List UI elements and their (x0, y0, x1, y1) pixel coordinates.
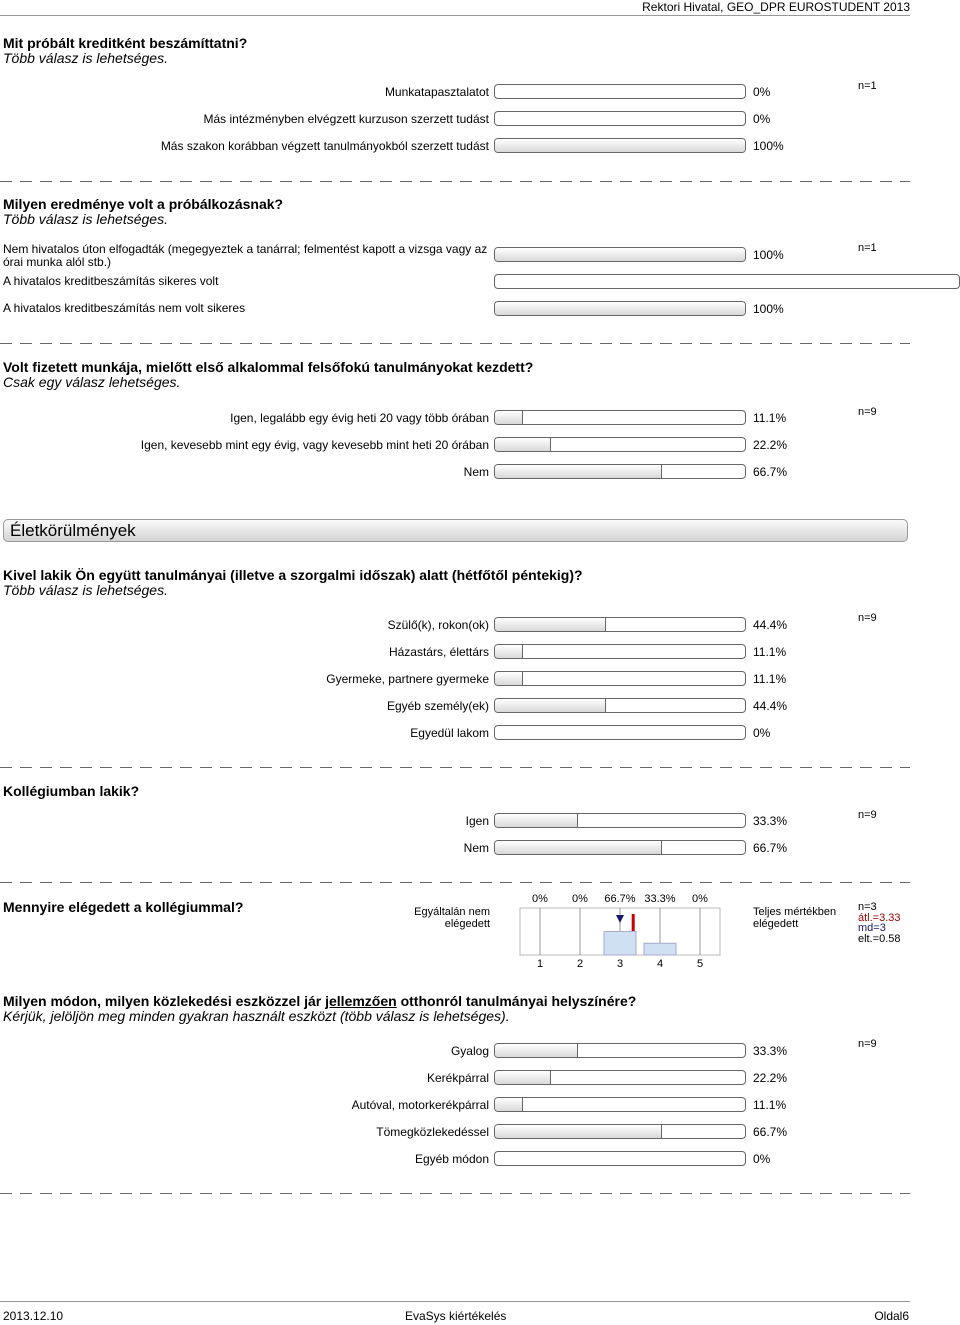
q7-hint: Kérjük, jelöljön meg minden gyakran használt eszközt (több válasz is lehetséges). (3, 1008, 510, 1024)
q7-row-pct: 33.3% (753, 1044, 788, 1058)
q1-row-bar (494, 111, 746, 126)
q4-row-label: Házastárs, élettárs (388, 645, 489, 659)
q7-row-bar (494, 1070, 746, 1085)
footer-app: EvaSys kiértékelés (405, 1309, 507, 1323)
q7-row-bar (494, 1043, 746, 1058)
q3-row-label: Igen, kevesebb mint egy évig, vagy kevesebb mint heti 20 órában (140, 438, 489, 452)
q1-row-label: Más szakon korábban végzett tanulmányokból szerzett tudást (160, 139, 489, 153)
divider (0, 1193, 910, 1194)
q6-scale-label: 1 (536, 958, 544, 970)
q2-row-bar (494, 274, 960, 289)
q7-n: n=9 (858, 1038, 877, 1050)
divider (0, 767, 910, 768)
header-divider (0, 15, 910, 16)
q6-pct-label: 0% (572, 893, 588, 905)
q6-bar (644, 943, 676, 955)
q5-row-pct: 66.7% (753, 841, 788, 855)
q4-row-bar (494, 671, 746, 686)
q6-bar (604, 931, 636, 955)
q7-row-pct: 66.7% (753, 1125, 788, 1139)
q4-row-bar (494, 725, 746, 740)
divider (0, 181, 910, 182)
q1-row-pct: 0% (753, 85, 771, 99)
q7-row-pct: 0% (753, 1152, 771, 1166)
q3-title: Volt fizetett munkája, mielőtt első alkalommal felsőfokú tanulmányokat kezdett? (3, 359, 534, 375)
q1-row-pct: 0% (753, 112, 771, 126)
q6-stat-n: n=3 (858, 901, 877, 913)
q7-row-label: Gyalog (450, 1044, 489, 1058)
q7-title-underlined: jellemzően (325, 993, 397, 1009)
q1-row-label: Más intézményben elvégzett kurzuson szerzett tudást (203, 112, 489, 126)
q5-row-bar (494, 840, 746, 855)
q6-left-label: Egyáltalán nem elégedett (414, 906, 490, 930)
q2-row-label: A hivatalos kreditbeszámítás nem volt sikeres (3, 301, 246, 315)
q7-row-label: Autóval, motorkerékpárral (351, 1098, 489, 1112)
q7-row-label: Tömegközlekedéssel (376, 1125, 489, 1139)
q3-n: n=9 (858, 406, 877, 418)
q5-row-label: Nem (463, 841, 489, 855)
q6-pct-label: 66.7% (604, 893, 636, 905)
q2-row-bar (494, 301, 746, 316)
q7-row-pct: 11.1% (753, 1098, 787, 1112)
q7-row-pct: 22.2% (753, 1071, 788, 1085)
q5-n: n=9 (858, 809, 877, 821)
q6-title: Mennyire elégedett a kollégiummal? (3, 899, 244, 915)
q6-scale-label: 5 (696, 958, 704, 970)
q7-row-bar (494, 1151, 746, 1166)
q6-pct-label: 0% (692, 893, 708, 905)
footer-divider (0, 1301, 910, 1302)
q7-row-label: Egyéb módon (414, 1152, 489, 1166)
q1-n: n=1 (858, 80, 877, 92)
q4-row-label: Gyermeke, partnere gyermeke (326, 672, 489, 686)
divider (0, 343, 910, 344)
q4-row-bar (494, 644, 746, 659)
q7-row-bar (494, 1097, 746, 1112)
q6-stat-sd: elt.=0.58 (858, 932, 901, 945)
q1-hint: Több válasz is lehetséges. (3, 50, 168, 66)
header-title: Rektori Hivatal, GEO_DPR EUROSTUDENT 2013 (642, 0, 910, 14)
q3-row-pct: 11.1% (753, 411, 787, 425)
q5-title: Kollégiumban lakik? (3, 783, 140, 799)
q2-row-bar (494, 247, 746, 262)
q1-title: Mit próbált kreditként beszámíttatni? (3, 35, 248, 51)
q6-scale-label: 2 (576, 958, 584, 970)
q7-title-post: otthonról tanulmányai helyszínére? (396, 993, 637, 1009)
q3-row-bar (494, 464, 746, 479)
q6-pct-label: 0% (532, 893, 548, 905)
q6-stat-mean: átl.=3.33 (858, 911, 901, 924)
q6-pct-label: 33.3% (644, 893, 676, 905)
q4-row-bar (494, 698, 746, 713)
q7-title-pre: Milyen módon, milyen közlekedési eszközzel jár (3, 993, 326, 1009)
q4-row-pct: 11.1% (753, 645, 787, 659)
q4-row-pct: 44.4% (753, 699, 788, 713)
section-header: Életkörülmények (3, 519, 908, 542)
q3-hint: Csak egy válasz lehetséges. (3, 374, 181, 390)
q3-row-bar (494, 410, 746, 425)
q6-scale-chart (500, 890, 740, 970)
q2-n: n=1 (858, 242, 877, 254)
q4-row-label: Egyéb személy(ek) (386, 699, 489, 713)
q3-row-label: Igen, legalább egy évig heti 20 vagy több órában (230, 411, 489, 425)
q7-row-bar (494, 1124, 746, 1139)
q4-row-bar (494, 617, 746, 632)
q4-row-pct: 11.1% (753, 672, 787, 686)
q4-hint: Több válasz is lehetséges. (3, 582, 168, 598)
q2-title: Milyen eredménye volt a próbálkozásnak? (3, 196, 284, 212)
q7-row-label: Kerékpárral (426, 1071, 489, 1085)
q1-row-label: Munkatapasztalatot (384, 85, 489, 99)
q3-row-pct: 22.2% (753, 438, 788, 452)
q6-scale-label: 4 (656, 958, 664, 970)
q2-hint: Több válasz is lehetséges. (3, 211, 168, 227)
q3-row-bar (494, 437, 746, 452)
q7-title (3, 993, 636, 1009)
q4-row-pct: 0% (753, 726, 771, 740)
q6-scale-label: 3 (616, 958, 624, 970)
q6-chart-group (520, 893, 720, 970)
q1-row-bar (494, 84, 746, 99)
q5-row-pct: 33.3% (753, 814, 788, 828)
q3-row-label: Nem (463, 465, 489, 479)
q6-mean-marker (632, 914, 635, 931)
q3-row-pct: 66.7% (753, 465, 788, 479)
q6-right-label: Teljes mértékben elégedett (753, 906, 837, 930)
q6-stat-md: md=3 (858, 922, 886, 934)
footer-page: Oldal6 (874, 1309, 909, 1323)
q5-row-label: Igen (465, 814, 489, 828)
q4-title: Kivel lakik Ön együtt tanulmányai (illetve a szorgalmi időszak) alatt (hétfőtől péntekig)? (3, 567, 583, 583)
q2-row-pct: 100% (753, 302, 784, 316)
q2-row-pct: 100% (753, 248, 784, 262)
q2-row-label: A hivatalos kreditbeszámítás sikeres volt (3, 274, 219, 288)
q4-row-pct: 44.4% (753, 618, 788, 632)
q4-n: n=9 (858, 612, 877, 624)
q4-row-label: Egyedül lakom (410, 726, 489, 740)
q1-row-pct: 100% (753, 139, 784, 153)
divider (0, 882, 910, 883)
q1-row-bar (494, 138, 746, 153)
footer-date: 2013.12.10 (3, 1309, 64, 1323)
q4-row-label: Szülő(k), rokon(ok) (387, 618, 489, 632)
q6-stats (858, 902, 901, 944)
q2-row-label: Nem hivatalos úton elfogadták (megegyeztek a tanárral; felmentést kapott a vizsga vagy az órai munka alól stb.) (3, 242, 488, 269)
q5-row-bar (494, 813, 746, 828)
